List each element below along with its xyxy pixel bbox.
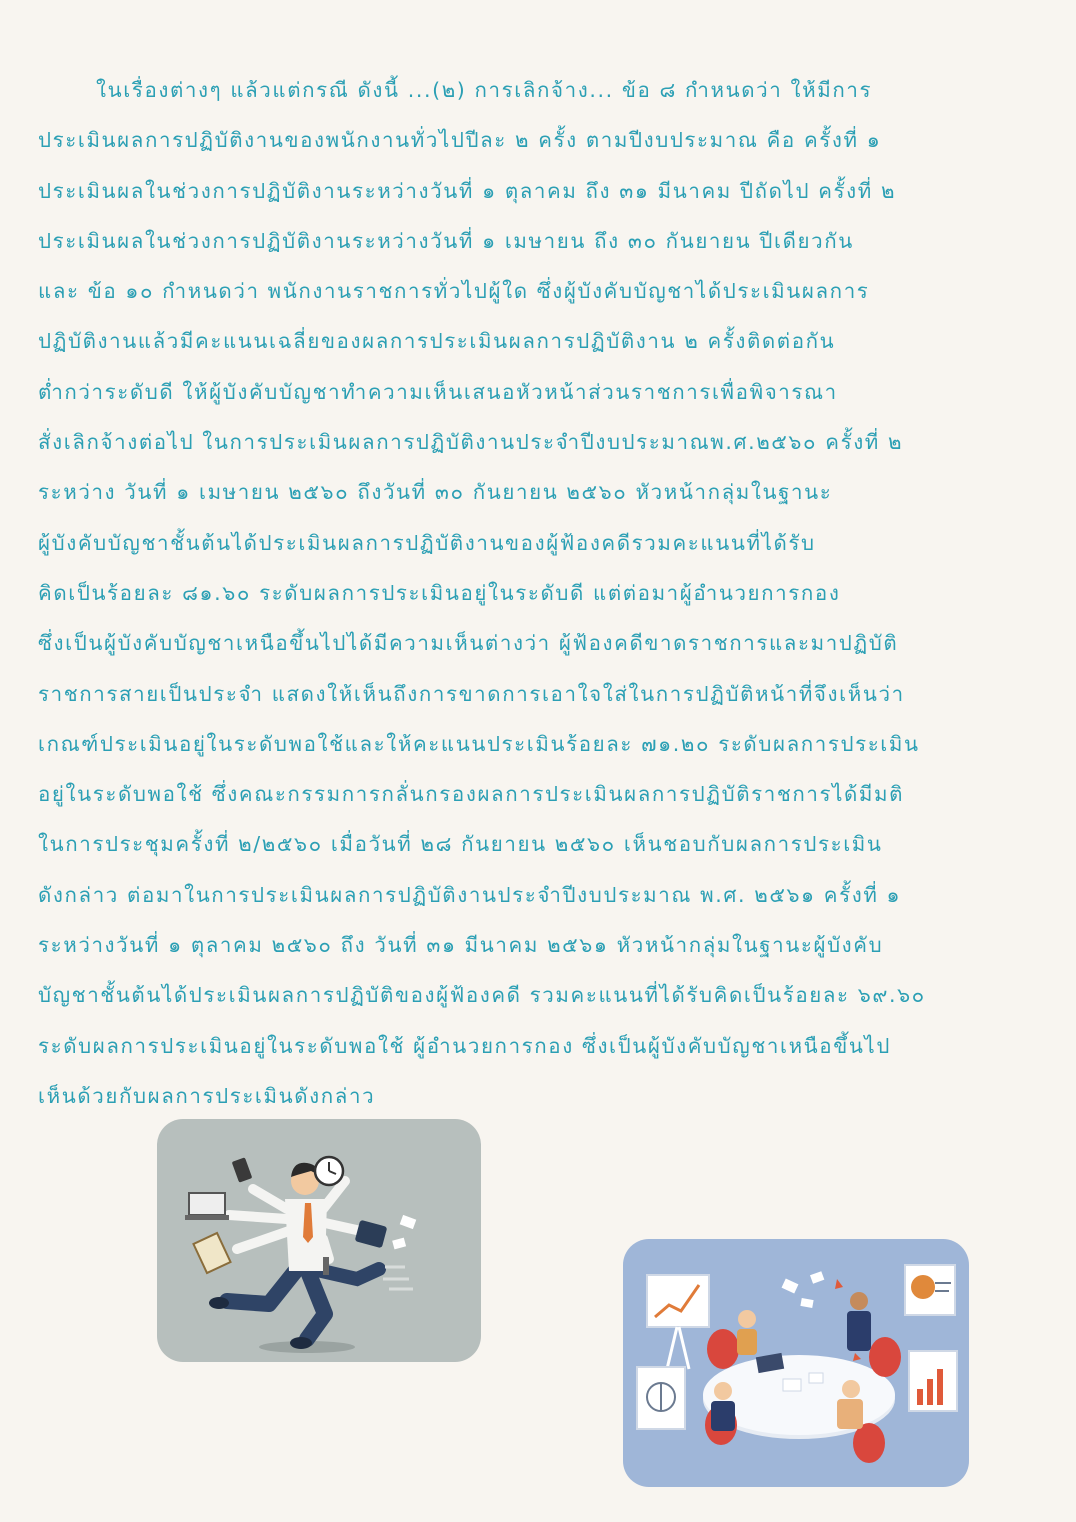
paragraph-line: ในเรื่องต่างๆ แล้วแต่กรณี ดังนี้ ...(๒) การเลิกจ้าง... ข้อ ๘ กำหนดว่า ให้มีการ — [96, 78, 873, 102]
paragraph-line: ซึ่งเป็นผู้บังคับบัญชาเหนือขึ้นไปได้มีความเห็นต่างว่า ผู้ฟ้องคดีขาดราชการและมาปฏิบัติ — [38, 631, 899, 656]
paragraph-line: คิดเป็นร้อยละ ๘๑.๖๐ ระดับผลการประเมินอยู่ในระดับดี แต่ต่อมาผู้อำนวยการกอง — [38, 580, 841, 605]
paragraph-line: ผู้บังคับบัญชาชั้นต้นได้ประเมินผลการปฏิบัติงานของผู้ฟ้องคดีรวมคะแนนที่ได้รับ — [38, 530, 816, 555]
paragraph-line: ระหว่างวันที่ ๑ ตุลาคม ๒๕๖๐ ถึง วันที่ ๓๑ มีนาคม ๒๕๖๑ หัวหน้ากลุ่มในฐานะผู้บังคับ — [38, 933, 884, 958]
busy-office-worker-illustration — [157, 1119, 481, 1362]
paragraph-line: และ ข้อ ๑๐ กำหนดว่า พนักงานราชการทั่วไปผู้ใด ซึ่งผู้บังคับบัญชาได้ประเมินผลการ — [38, 279, 870, 304]
paragraph-line: ระหว่าง วันที่ ๑ เมษายน ๒๕๖๐ ถึงวันที่ ๓๐ กันยายน ๒๕๖๐ หัวหน้ากลุ่มในฐานะ — [38, 480, 833, 505]
paragraph-line: ดังกล่าว ต่อมาในการประเมินผลการปฏิบัติงานประจำปีงบประมาณ พ.ศ. ๒๕๖๑ ครั้งที่ ๑ — [38, 882, 902, 907]
paragraph-line: ปฏิบัติงานแล้วมีคะแนนเฉลี่ยของผลการประเมินผลการปฏิบัติงาน ๒ ครั้งติดต่อกัน — [38, 329, 836, 354]
paragraph-line: อยู่ในระดับพอใช้ ซึ่งคณะกรรมการกลั่นกรองผลการประเมินผลการปฏิบัติราชการได้มีมติ — [38, 782, 905, 807]
paragraph-line: ระดับผลการประเมินอยู่ในระดับพอใช้ ผู้อำนวยการกอง ซึ่งเป็นผู้บังคับบัญชาเหนือขึ้นไป — [38, 1033, 891, 1058]
paragraph-line: เห็นด้วยกับผลการประเมินดังกล่าว — [38, 1083, 376, 1108]
stressed-meeting-illustration — [623, 1239, 969, 1487]
paragraph-line: สั่งเลิกจ้างต่อไป ในการประเมินผลการปฏิบัติงานประจำปีงบประมาณพ.ศ.๒๕๖๐ ครั้งที่ ๒ — [38, 430, 904, 455]
paragraph-line: ต่ำกว่าระดับดี ให้ผู้บังคับบัญชาทำความเห็นเสนอหัวหน้าส่วนราชการเพื่อพิจารณา — [38, 379, 838, 404]
paragraph-line: ประเมินผลในช่วงการปฏิบัติงานระหว่างวันที่ ๑ ตุลาคม ถึง ๓๑ มีนาคม ปีถัดไป ครั้งที่ ๒ — [38, 178, 897, 203]
paragraph-line: ประเมินผลในช่วงการปฏิบัติงานระหว่างวันที่ ๑ เมษายน ถึง ๓๐ กันยายน ปีเดียวกัน — [38, 228, 854, 253]
body-paragraph — [38, 72, 1048, 1128]
paragraph-line: ราชการสายเป็นประจำ แสดงให้เห็นถึงการขาดการเอาใจใส่ในการปฏิบัติหน้าที่จึงเห็นว่า — [38, 681, 905, 706]
paragraph-line: ประเมินผลการปฏิบัติงานของพนักงานทั่วไปปีละ ๒ ครั้ง ตามปีงบประมาณ คือ ครั้งที่ ๑ — [38, 128, 882, 153]
paragraph-line: บัญชาชั้นต้นได้ประเมินผลการปฏิบัติของผู้ฟ้องคดี รวมคะแนนที่ได้รับคิดเป็นร้อยละ ๖๙.๖๐ — [38, 983, 926, 1008]
paragraph-line: ในการประชุมครั้งที่ ๒/๒๕๖๐ เมื่อวันที่ ๒๘ กันยายน ๒๕๖๐ เห็นชอบกับผลการประเมิน — [38, 832, 883, 857]
paragraph-line: เกณฑ์ประเมินอยู่ในระดับพอใช้และให้คะแนนประเมินร้อยละ ๗๑.๒๐ ระดับผลการประเมิน — [38, 731, 920, 756]
